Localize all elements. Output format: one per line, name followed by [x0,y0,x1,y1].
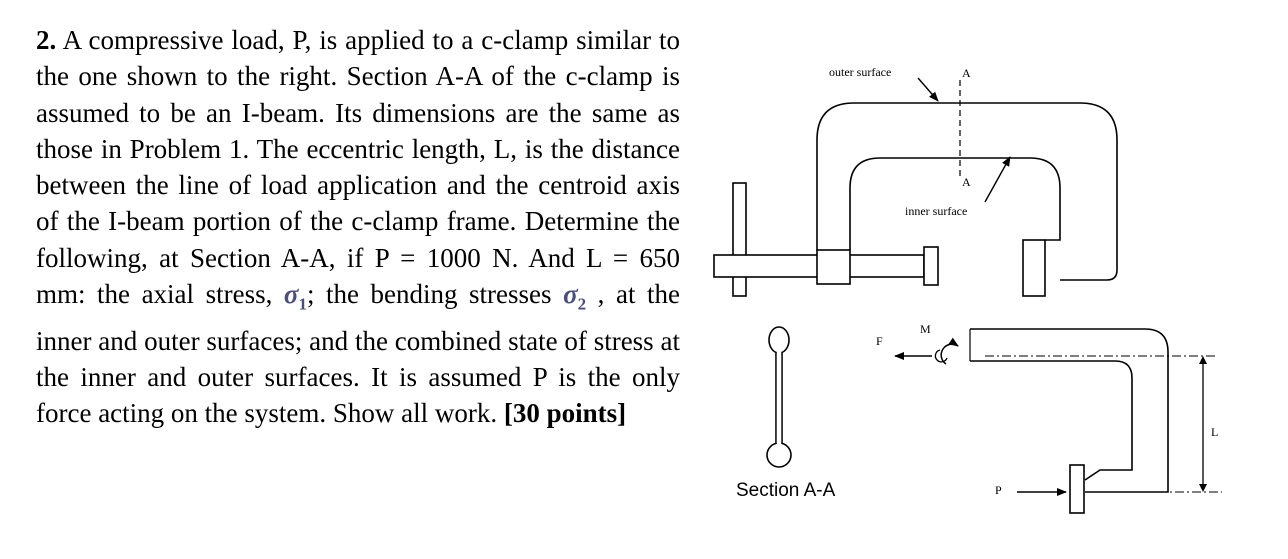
section-marker-top: A [962,66,971,80]
section-marker-bottom: A [962,175,971,189]
sigma-2-symbol: $\sigma_2$ [563,279,587,314]
swivel-pad [924,247,938,285]
outer-surface-arrow [918,78,938,101]
section-a-a-drawing [767,327,791,467]
screw-handle [733,183,746,296]
c-clamp-drawing [714,103,1117,296]
force-label: F [876,334,883,348]
length-label: L [1211,425,1219,439]
load-label: P [995,483,1002,497]
points-label: [30 points] [503,398,627,429]
fbd-outer-contour [970,329,1168,492]
clamp-outer-contour [817,103,1117,280]
section-bottom-flange [767,443,791,467]
inner-surface-label: inner surface [905,204,968,218]
sigma-1-symbol: $\sigma_1$ [283,279,307,314]
inner-surface-arrow [985,157,1010,202]
fbd-jaw-pad [1070,465,1084,513]
problem-number: 2. [36,25,57,55]
problem-text-part-2: ; the bending stresses [306,279,564,310]
screw-boss [817,250,850,284]
moment-label: M [920,322,931,336]
problem-text-part-3: , at the inner and outer surfaces; and the combined state of stress at the inner and outer surfaces. It is assumed P is the only force acting on the system. Show all work. [36,279,680,429]
outer-surface-label: outer surface [829,65,892,79]
section-caption: Section A-A [736,480,836,501]
problem-text-part-1: A compressive load, P, is applied to a c-clamp similar to the one shown to the right. Section A-A of the c-clamp is assumed to be an I-beam. Its dimensions are the same as those in Problem 1. The eccentric length, L, is the distance between the line of load application and the centroid axis of the I-beam portion of the c-clamp frame. Determine the following, at Section A-A, if P = 1000 N. And L = 650 mm: the axial stress, [36,25,680,310]
fbd-inner-contour [970,361,1132,480]
right-jaw-pad [1023,240,1045,296]
section-top-flange [769,327,789,353]
